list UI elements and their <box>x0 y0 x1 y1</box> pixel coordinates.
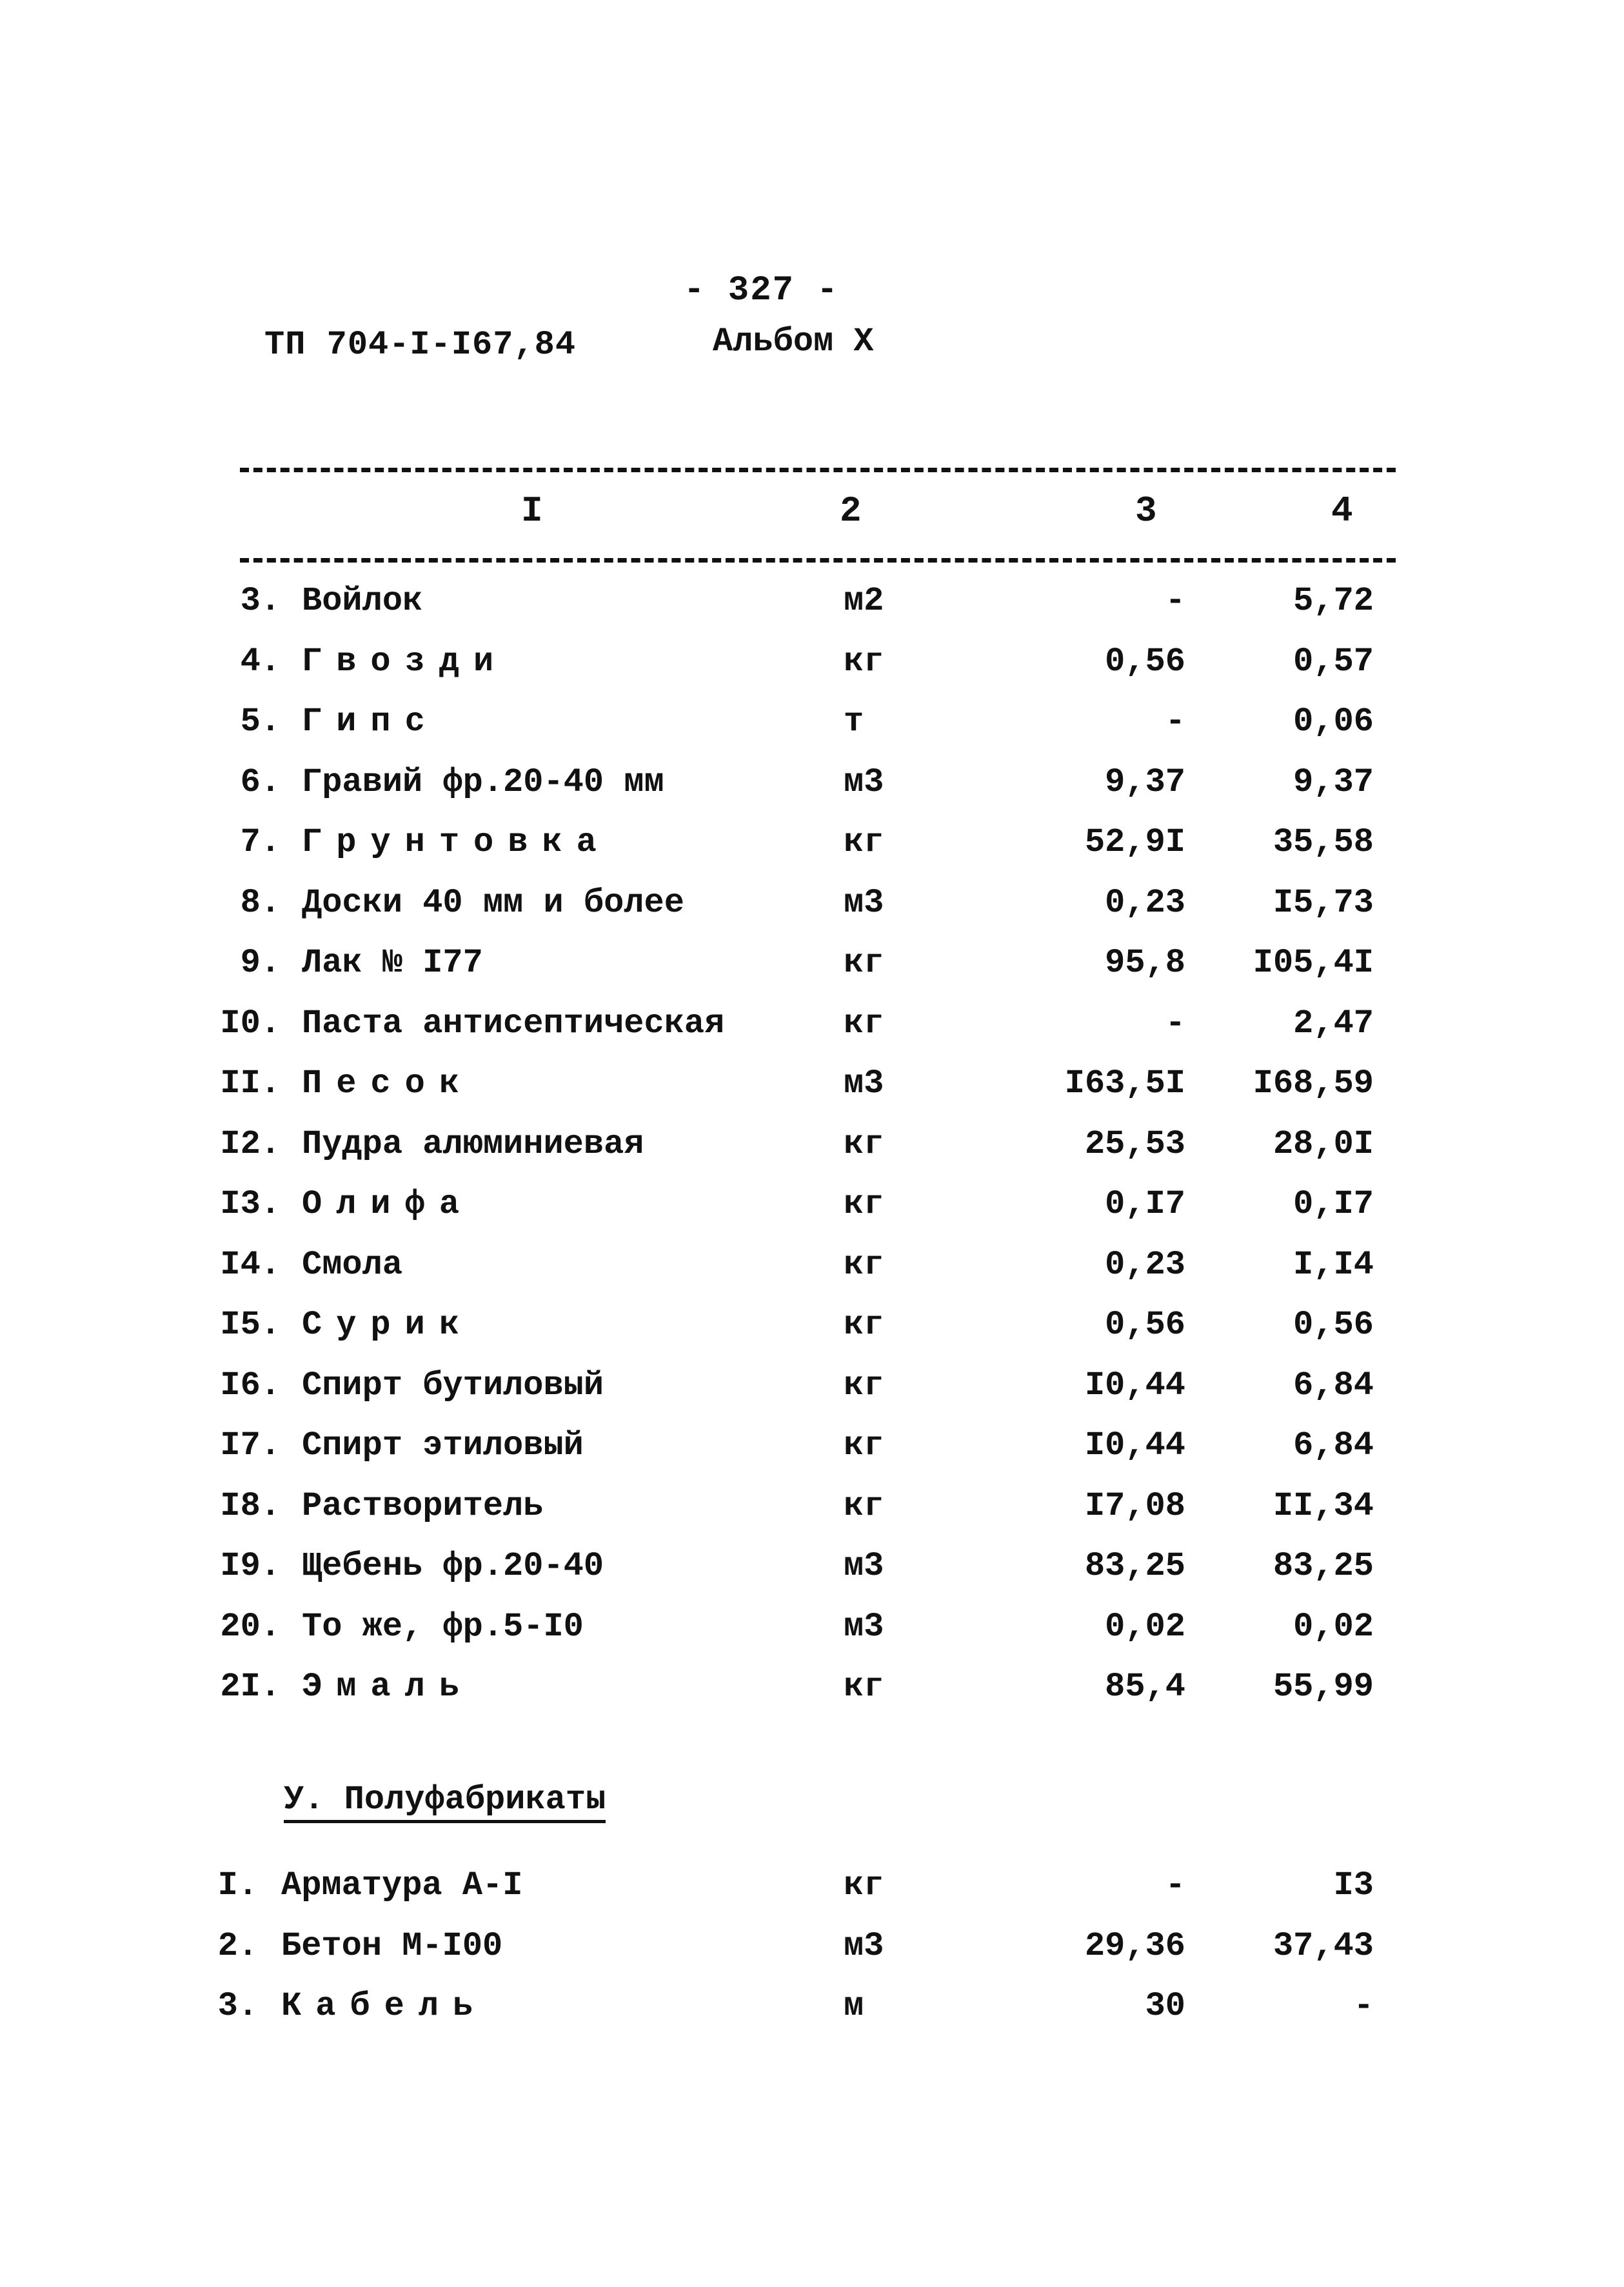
quantity-col3: 85,4 <box>1105 1668 1185 1706</box>
table-row <box>0 934 1624 992</box>
material-name: Сурик <box>302 1306 474 1344</box>
unit-cell: кг <box>844 1004 884 1043</box>
material-name: Спирт бутиловый <box>302 1366 604 1404</box>
table-row <box>0 995 1624 1053</box>
table-row <box>0 1175 1624 1233</box>
row-number: 2I. <box>220 1668 281 1706</box>
table-top-rule <box>240 468 1396 472</box>
table-header-rule <box>240 558 1396 563</box>
document-code: ТП 704-I-I67,84 <box>264 326 577 364</box>
material-name: Кабель <box>281 1987 488 2025</box>
table-row <box>0 1658 1624 1716</box>
material-name: То же, фр.5-I0 <box>302 1607 584 1646</box>
row-number: I8. <box>220 1486 281 1525</box>
quantity-col3: I63,5I <box>1064 1064 1185 1103</box>
table-row <box>0 1417 1624 1475</box>
table-row <box>0 1055 1624 1113</box>
material-name: Спирт этиловый <box>302 1426 584 1464</box>
quantity-col3: 0,56 <box>1105 642 1185 681</box>
table-row <box>0 572 1624 630</box>
row-number: 2. <box>217 1926 258 1965</box>
section-title: У. Полуфабрикаты <box>284 1781 606 1823</box>
row-number: I3. <box>220 1185 281 1223</box>
quantity-col3: 25,53 <box>1084 1124 1185 1163</box>
table-row <box>0 874 1624 932</box>
material-name: Щебень фр.20-40 <box>302 1547 604 1585</box>
row-number: I. <box>217 1866 258 1904</box>
quantity-col4: 83,25 <box>1272 1547 1374 1585</box>
quantity-col3: 0,23 <box>1105 883 1185 922</box>
unit-cell: м <box>844 1987 864 2025</box>
unit-cell: кг <box>844 1306 884 1344</box>
row-number: I2. <box>220 1124 281 1163</box>
unit-cell: кг <box>844 1486 884 1525</box>
table-row <box>0 1598 1624 1656</box>
table-row <box>0 814 1624 872</box>
quantity-col4: 55,99 <box>1272 1668 1374 1706</box>
table-row <box>0 1357 1624 1415</box>
column-header-2: 2 <box>840 490 862 532</box>
row-number: 20. <box>220 1607 281 1646</box>
unit-cell: кг <box>844 1124 884 1163</box>
quantity-col3: I7,08 <box>1084 1486 1185 1525</box>
row-number: II. <box>220 1064 281 1103</box>
row-number: 4. <box>240 642 281 681</box>
table-row <box>0 693 1624 751</box>
material-name: Растворитель <box>302 1486 544 1525</box>
row-number: 7. <box>240 823 281 861</box>
unit-cell: м3 <box>844 1547 884 1585</box>
unit-cell: кг <box>844 1185 884 1223</box>
column-header-3: 3 <box>1135 490 1157 532</box>
material-name: Песок <box>302 1064 474 1103</box>
material-name: Паста антисептическая <box>302 1004 725 1043</box>
unit-cell: кг <box>844 944 884 982</box>
quantity-col3: - <box>1165 1004 1185 1043</box>
page-number: - 327 - <box>684 271 839 310</box>
unit-cell: м3 <box>844 1926 884 1965</box>
quantity-col3: 52,9I <box>1084 823 1185 861</box>
quantity-col4: I5,73 <box>1272 883 1374 922</box>
quantity-col3: I0,44 <box>1084 1426 1185 1464</box>
quantity-col3: 95,8 <box>1105 944 1185 982</box>
row-number: 6. <box>240 763 281 801</box>
row-number: 9. <box>240 944 281 982</box>
material-name: Лак № I77 <box>302 944 483 982</box>
table-row <box>0 1115 1624 1173</box>
table-row <box>0 1477 1624 1535</box>
material-name: Грунтовка <box>302 823 611 861</box>
quantity-col4: 28,0I <box>1272 1124 1374 1163</box>
quantity-col4: 2,47 <box>1293 1004 1374 1043</box>
material-name: Доски 40 мм и более <box>302 883 684 922</box>
column-header-4: 4 <box>1331 490 1353 532</box>
table-row <box>0 1537 1624 1595</box>
table-row <box>0 1857 1624 1915</box>
table-row <box>0 1236 1624 1294</box>
quantity-col4: 37,43 <box>1272 1926 1374 1965</box>
quantity-col4: 0,56 <box>1293 1306 1374 1344</box>
row-number: 8. <box>240 883 281 922</box>
material-name: Гравий фр.20-40 мм <box>302 763 664 801</box>
quantity-col4: 6,84 <box>1293 1426 1374 1464</box>
unit-cell: т <box>844 703 864 741</box>
material-name: Гвозди <box>302 642 508 681</box>
table-row <box>0 1296 1624 1354</box>
material-name: Эмаль <box>302 1668 474 1706</box>
row-number: I7. <box>220 1426 281 1464</box>
unit-cell: м2 <box>844 582 884 620</box>
unit-cell: кг <box>844 1866 884 1904</box>
row-number: I6. <box>220 1366 281 1404</box>
table-row <box>0 1917 1624 1975</box>
quantity-col3: 0,56 <box>1105 1306 1185 1344</box>
row-number: I4. <box>220 1245 281 1284</box>
table-row <box>0 754 1624 812</box>
column-header-1: I <box>521 490 543 532</box>
row-number: I9. <box>220 1547 281 1585</box>
row-number: 5. <box>240 703 281 741</box>
quantity-col3: 83,25 <box>1084 1547 1185 1585</box>
unit-cell: кг <box>844 823 884 861</box>
quantity-col4: 0,02 <box>1293 1607 1374 1646</box>
quantity-col4: - <box>1353 1987 1374 2025</box>
album-label: Альбом X <box>713 323 874 361</box>
row-number: I0. <box>220 1004 281 1043</box>
quantity-col4: 6,84 <box>1293 1366 1374 1404</box>
material-name: Смола <box>302 1245 403 1284</box>
row-number: 3. <box>217 1987 258 2025</box>
row-number: I5. <box>220 1306 281 1344</box>
quantity-col4: 35,58 <box>1272 823 1374 861</box>
quantity-col3: 30 <box>1145 1987 1185 2025</box>
unit-cell: кг <box>844 1366 884 1404</box>
material-name: Арматура А-I <box>281 1866 523 1904</box>
quantity-col4: 0,57 <box>1293 642 1374 681</box>
quantity-col4: I,I4 <box>1293 1245 1374 1284</box>
material-name: Гипс <box>302 703 439 741</box>
quantity-col3: - <box>1165 1866 1185 1904</box>
unit-cell: кг <box>844 642 884 681</box>
quantity-col3: - <box>1165 703 1185 741</box>
unit-cell: кг <box>844 1668 884 1706</box>
quantity-col4: I68,59 <box>1253 1064 1374 1103</box>
material-name: Пудра алюминиевая <box>302 1124 644 1163</box>
quantity-col4: 5,72 <box>1293 582 1374 620</box>
table-row <box>0 1977 1624 2035</box>
material-name: Войлок <box>302 582 423 620</box>
quantity-col3: 29,36 <box>1084 1926 1185 1965</box>
quantity-col3: 0,I7 <box>1105 1185 1185 1223</box>
quantity-col4: I3 <box>1333 1866 1374 1904</box>
unit-cell: м3 <box>844 763 884 801</box>
quantity-col3: 0,02 <box>1105 1607 1185 1646</box>
quantity-col3: 0,23 <box>1105 1245 1185 1284</box>
quantity-col4: I05,4I <box>1253 944 1374 982</box>
quantity-col3: I0,44 <box>1084 1366 1185 1404</box>
quantity-col3: - <box>1165 582 1185 620</box>
quantity-col4: 0,06 <box>1293 703 1374 741</box>
material-name: Бетон М-I00 <box>281 1926 503 1965</box>
quantity-col4: II,34 <box>1272 1486 1374 1525</box>
material-name: Олифа <box>302 1185 474 1223</box>
quantity-col4: 0,I7 <box>1293 1185 1374 1223</box>
unit-cell: кг <box>844 1426 884 1464</box>
table-row <box>0 633 1624 691</box>
quantity-col4: 9,37 <box>1293 763 1374 801</box>
unit-cell: м3 <box>844 1064 884 1103</box>
unit-cell: м3 <box>844 1607 884 1646</box>
unit-cell: м3 <box>844 883 884 922</box>
quantity-col3: 9,37 <box>1105 763 1185 801</box>
row-number: 3. <box>240 582 281 620</box>
unit-cell: кг <box>844 1245 884 1284</box>
